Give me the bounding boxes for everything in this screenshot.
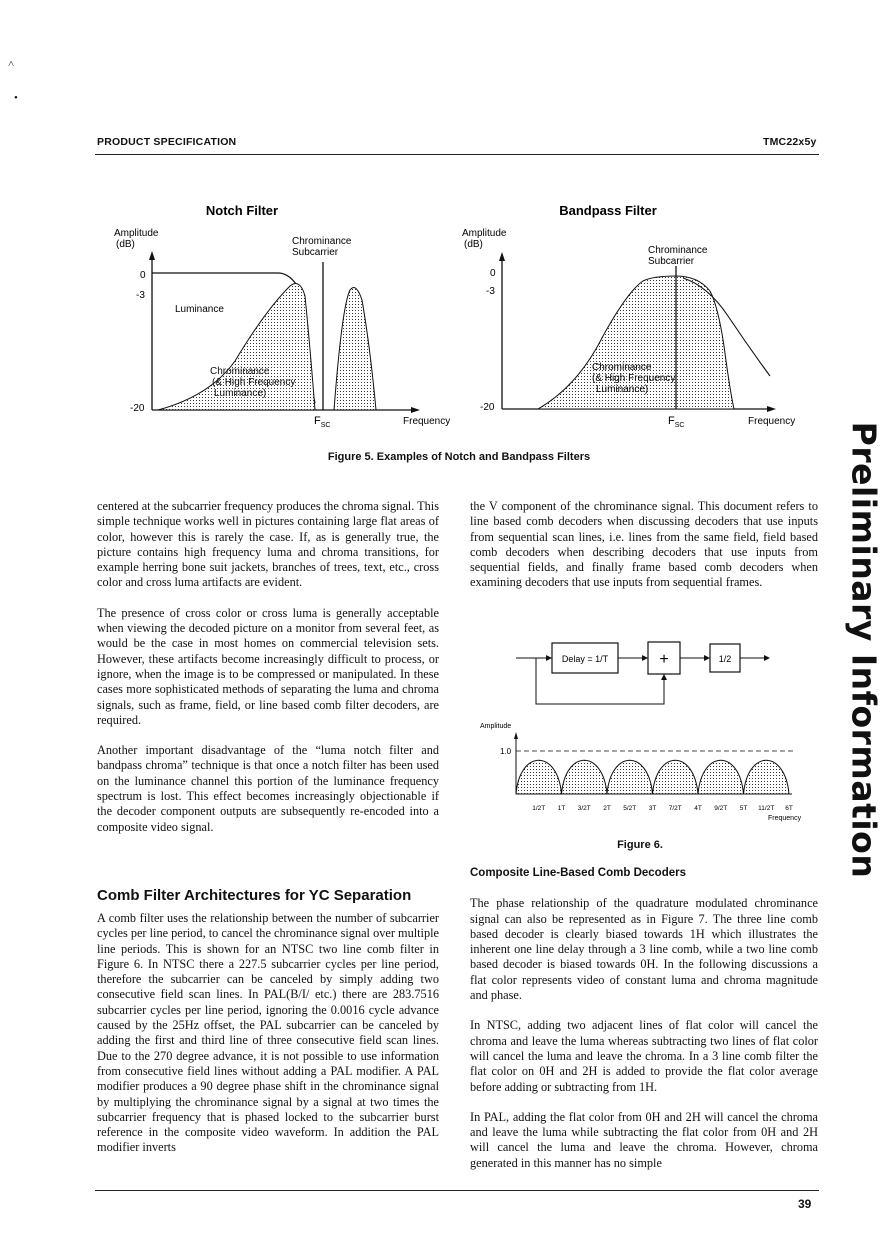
notch-region-label-1: Chrominance xyxy=(210,366,270,377)
fig6-tick-label: 6T xyxy=(785,805,793,812)
fig6-tick-label: 7/2T xyxy=(668,805,682,812)
fig6-one-label: 1.0 xyxy=(500,747,512,756)
paragraph: The phase relationship of the quadrature modulated chrominance signal can also be represented as in Figure 7. The three line comb based decoder is clearly biased towards 1H which illustrates the inherent one line delay through a 3 line comb, while a two line comb based decoder is biased towards 0H. In the following discussions a flat color represents video of constant luma and chroma magnitude and phase. xyxy=(470,896,818,1003)
bandpass-chroma-label-1: Chrominance xyxy=(648,245,708,256)
notch-fsc-label: $F_{SC}$ xyxy=(314,415,331,429)
section-heading-comb-filter: Comb Filter Architectures for YC Separation xyxy=(97,887,412,904)
chroma-subcarrier-label-1: Chrominance xyxy=(292,236,352,247)
notch-y-unit: (dB) xyxy=(116,239,135,250)
luminance-label: Luminance xyxy=(175,304,224,315)
left-column-section xyxy=(97,911,439,1171)
chroma-subcarrier-label-2: Subcarrier xyxy=(292,247,339,258)
half-label: 1/2 xyxy=(718,654,732,664)
sidebar-text: Preliminary Information xyxy=(844,421,884,879)
header-right: TMC22x5y xyxy=(763,136,817,148)
right-column-top xyxy=(470,499,818,606)
notch-region-label-3: Luminance) xyxy=(214,388,267,399)
paragraph: A comb filter uses the relationship between the number of subcarrier cycles per line period, to cancel the chrominance signal over multiple line periods. This is shown for an NTSC two line comb filter in Figure 6. In NTSC there a 227.5 subcarrier cycles per line period, therefore the subcarrier can be canceled by simply adding two consecutive field scan lines. In PAL(B/I/ etc.) there are 283.7516 subcarrier cycles per line period, ignoring the 0.0016 cycle advance caused by the 25Hz offset, the PAL subcarrier can be canceled by adding the first and third line of three consecutive field scan lines. Due to the 270 degree advance, it is not possible to use information from consecutive field lines without adding a PAL modifier. A PAL modifier produces a 90 degree phase shift in the chrominance signal by multiplying the chrominance signal by a signal at two times the subcarrier frequency that is phased locked to the subcarrier burst reference in the composite video waveform. In addition the PAL modifier inverts xyxy=(97,911,439,1155)
left-column xyxy=(97,499,439,850)
fig6-tick-label: 3/2T xyxy=(577,805,591,812)
fig6-tick-label: 5/2T xyxy=(623,805,637,812)
notch-region-label-2: (& High Frequency xyxy=(212,377,296,388)
paragraph: The presence of cross color or cross luma is generally acceptable when viewing the decoded picture on a monitor from several feet, as would be the case in most homes on commercial television sets. However, these artifacts become increasingly difficult to process, or ignore, when the image is to be compressed or manipulated. In these cases more sophisticated methods of separating the luma and chroma signals, such as frame, field, or line based comb filter decoders, are required. xyxy=(97,605,439,727)
header-rule xyxy=(95,154,819,155)
comb-response-hump xyxy=(698,760,744,794)
notch-frequency-label: Frequency xyxy=(403,416,451,427)
fig6-tick-label: 5T xyxy=(739,805,748,812)
section-heading-line-based: Composite Line-Based Comb Decoders xyxy=(470,867,686,879)
bandpass-tick-3: -3 xyxy=(486,286,495,297)
comb-response-hump xyxy=(653,760,699,794)
delay-label: Delay = 1/T xyxy=(561,654,609,664)
bandpass-y-unit: (dB) xyxy=(464,239,483,250)
preliminary-information-sidebar xyxy=(844,421,884,879)
fig6-tick-label: 9/2T xyxy=(714,805,728,812)
paragraph: Another important disadvantage of the “luma notch filter and bandpass chroma” technique is that once a notch filter has been used on the luminance channel this portion of the luminance frequency spectrum is lost. This effect becomes increasingly objectionable if the decoder component outputs are subsequently re-encoded into a composite video signal. xyxy=(97,743,439,834)
bandpass-filter-figure xyxy=(458,196,818,432)
fig6-tick-label: 1T xyxy=(557,805,566,812)
bandpass-tick-0: 0 xyxy=(490,268,496,279)
bandpass-y-label: Amplitude xyxy=(462,228,507,239)
bandpass-region-label-2: (& High Frequency xyxy=(592,373,676,384)
comb-response-hump xyxy=(607,760,653,794)
notch-tick-3: -3 xyxy=(136,290,145,301)
comb-response-hump xyxy=(516,760,562,794)
fig6-frequency-label: Frequency xyxy=(768,815,802,822)
comb-response-hump xyxy=(744,760,790,794)
paragraph: In NTSC, adding two adjacent lines of flat color will cancel the chroma and leave the luma whereas subtracting two lines of flat color will cancel the luma and leave the chroma. In a 3 line comb filter the flat color on 0H and 2H is added to provide the flat color average before adding or subtracting from 1H. xyxy=(470,1018,818,1094)
paragraph: the V component of the chrominance signal. This document refers to line based comb decoders when discussing decoders that use inputs from sequential scan lines, i.e. lines from the same field, field based comb decoders when describing decoders that use inputs from sequential fields, and finally frame based comb decoders when examining decoders that use inputs from sequential frames. xyxy=(470,499,818,590)
bandpass-title: Bandpass Filter xyxy=(559,203,657,218)
comb-response-humps xyxy=(516,760,789,794)
notch-tick-0: 0 xyxy=(140,270,146,281)
fig6-amplitude-label: Amplitude xyxy=(480,723,512,730)
bandpass-chroma-label-2: Subcarrier xyxy=(648,256,695,267)
paragraph: In PAL, adding the flat color from 0H and 2H will cancel the chroma and leave the luma while subtracting the flat color from 0H and 2H will cancel the luma and leave the chroma. However, chroma generated in this manner has no simple xyxy=(470,1109,818,1170)
fig6-tick-label: 2T xyxy=(603,805,611,812)
right-column-section xyxy=(470,866,818,1186)
scan-mark: • xyxy=(14,92,18,104)
figure-6-caption: Figure 6. xyxy=(617,839,663,851)
fig6-tick-label: 4T xyxy=(694,805,702,812)
comb-response-ticks xyxy=(532,805,793,812)
notch-title: Notch Filter xyxy=(205,203,279,218)
paragraph: centered at the subcarrier frequency produces the chroma signal. This simple technique works well in pictures containing large flat areas of color, however this is rarely the case. If, as is generally true, the picture contains high frequency luma and chroma transitions, for example herring bone suit jackets, branches of trees, text, etc., cross color and cross luma artifacts are evident. xyxy=(97,499,439,590)
fig6-tick-label: 3T xyxy=(648,805,657,812)
header-left: PRODUCT SPECIFICATION xyxy=(97,136,237,148)
fig6-tick-label: 11/2T xyxy=(758,805,775,812)
comb-response-hump xyxy=(562,760,608,794)
bandpass-tick-20: -20 xyxy=(480,402,495,413)
bandpass-frequency-label: Frequency xyxy=(748,416,796,427)
comb-filter-figure xyxy=(476,628,816,828)
notch-y-label: Amplitude xyxy=(114,228,159,239)
notch-filter-figure xyxy=(100,196,470,432)
fig6-tick-label: 1/2T xyxy=(532,805,546,812)
bandpass-region-label-3: Luminance) xyxy=(596,384,649,395)
bandpass-fsc-label: $F_{SC}$ xyxy=(668,415,685,429)
footer-rule xyxy=(95,1190,819,1191)
page-number: 39 xyxy=(798,1197,812,1211)
bandpass-region-label-1: Chrominance xyxy=(592,362,652,373)
notch-tick-20: -20 xyxy=(130,403,145,414)
figure-5-caption: Figure 5. Examples of Notch and Bandpass Filters xyxy=(327,451,591,463)
scan-mark: ˄ xyxy=(8,58,15,70)
adder-label: + xyxy=(659,651,669,668)
